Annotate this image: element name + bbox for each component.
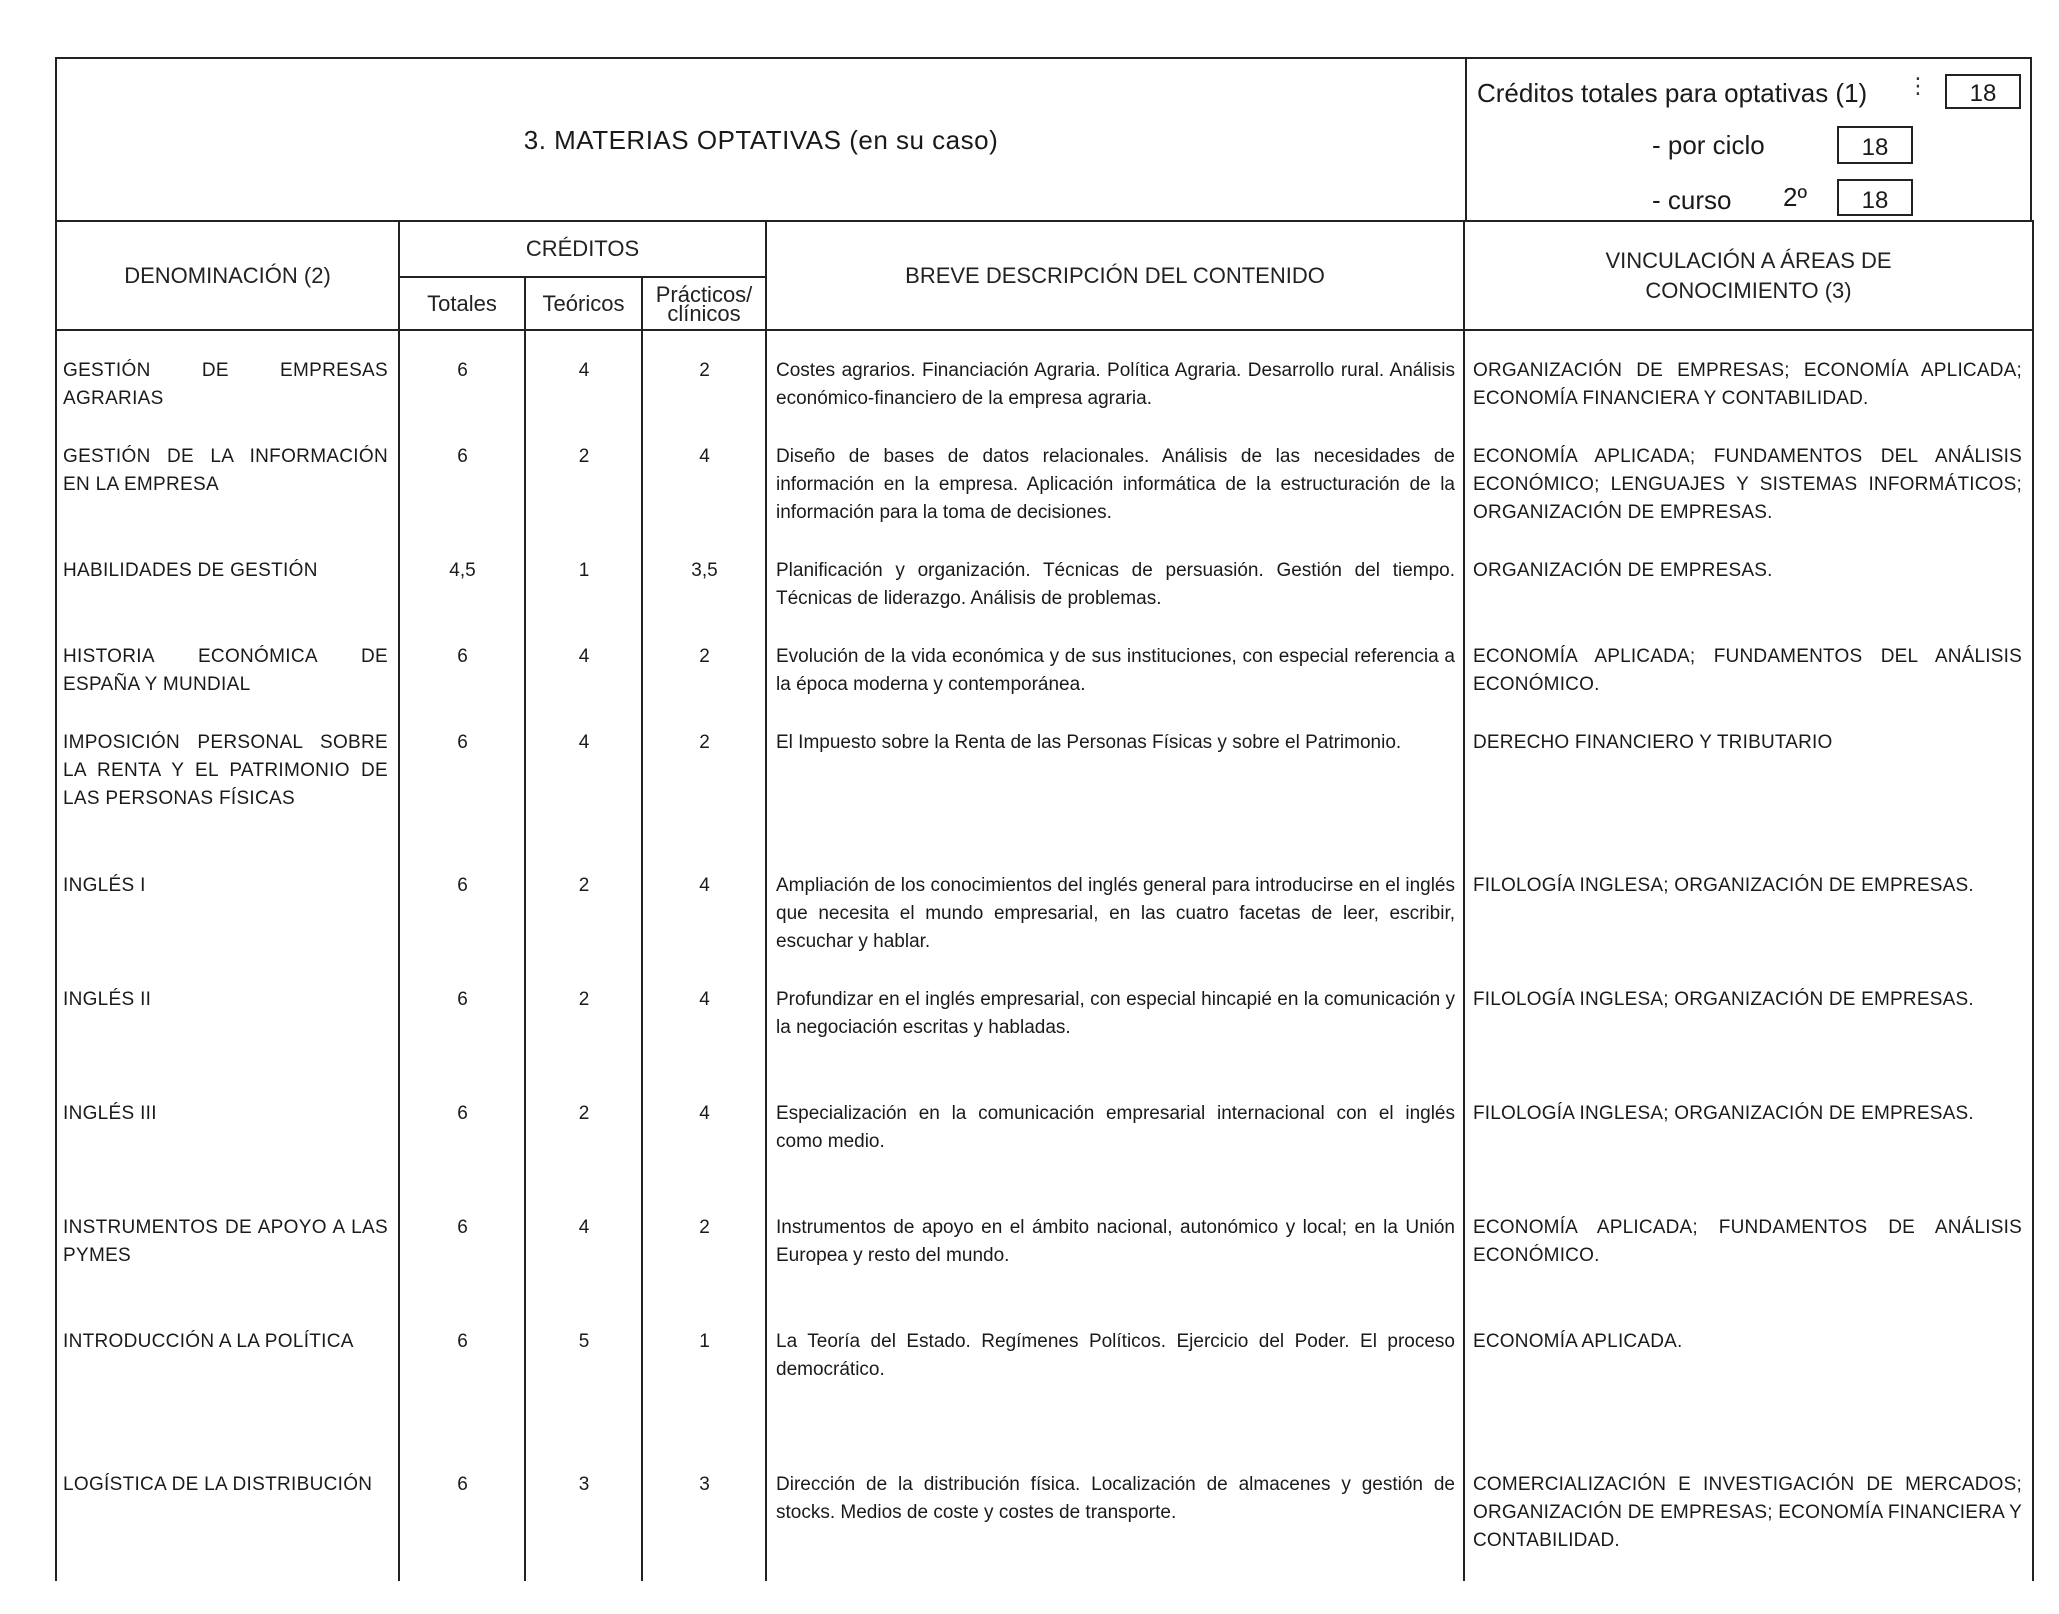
total-credits-label: Créditos totales para optativas (1) [1477, 78, 1868, 108]
dotted-separator: ⋮ [1907, 73, 1929, 98]
table-row [56, 352, 2033, 438]
subject-name: GESTIÓN DE LA INFORMACIÓN EN LA EMPRESA [56, 438, 399, 552]
subject-description: Dirección de la distribución física. Localización de almacenes y gestión de stocks. Medios de coste y costes de transporte. [766, 1466, 1464, 1581]
per-cycle-box: 18 [1837, 126, 1913, 164]
subject-name: INSTRUMENTOS DE APOYO A LAS PYMES [56, 1209, 399, 1323]
credits-theory: 4 [525, 638, 642, 724]
credits-practice: 4 [642, 438, 766, 552]
table-row [56, 1209, 2033, 1323]
credits-practice: 2 [642, 638, 766, 724]
credits-practice: 2 [642, 724, 766, 867]
table-row [56, 552, 2033, 638]
course-number: 2º [1783, 182, 1807, 212]
header-descripcion: BREVE DESCRIPCIÓN DEL CONTENIDO [766, 221, 1464, 330]
credits-practice: 4 [642, 1095, 766, 1209]
subject-name: INGLÉS II [56, 981, 399, 1095]
credits-total: 6 [399, 438, 525, 552]
subject-description: El Impuesto sobre la Renta de las Personas Físicas y sobre el Patrimonio. [766, 724, 1464, 867]
subjects-table [55, 220, 2034, 1581]
subject-description: Ampliación de los conocimientos del inglés general para introducirse en el inglés que necesita el mundo empresarial, en las cuatro facetas de leer, escribir, escuchar y hablar. [766, 867, 1464, 981]
header-teoricos: Teóricos [525, 277, 642, 330]
credits-theory: 4 [525, 1209, 642, 1323]
credits-theory: 4 [525, 352, 642, 438]
credits-practice: 4 [642, 981, 766, 1095]
subject-name: INGLÉS III [56, 1095, 399, 1209]
credits-theory: 2 [525, 867, 642, 981]
course-box: 18 [1837, 179, 1913, 216]
credits-theory: 2 [525, 981, 642, 1095]
header-totales: Totales [399, 277, 525, 330]
knowledge-areas: FILOLOGÍA INGLESA; ORGANIZACIÓN DE EMPRESAS. [1464, 1095, 2033, 1209]
credits-total: 6 [399, 638, 525, 724]
header-creditos: CRÉDITOS [399, 221, 766, 277]
credits-total: 6 [399, 1323, 525, 1466]
table-row [56, 1323, 2033, 1466]
table-row [56, 981, 2033, 1095]
credits-practice: 2 [642, 1209, 766, 1323]
subject-name: INGLÉS I [56, 867, 399, 981]
subject-description: Instrumentos de apoyo en el ámbito nacional, autonómico y local; en la Unión Europea y resto del mundo. [766, 1209, 1464, 1323]
knowledge-areas: COMERCIALIZACIÓN E INVESTIGACIÓN DE MERCADOS; ORGANIZACIÓN DE EMPRESAS; ECONOMÍA FINANCIERA Y CONTABILIDAD. [1464, 1466, 2033, 1581]
course-label: - curso [1652, 185, 1732, 215]
table-body [56, 330, 2033, 1581]
subject-description: Evolución de la vida económica y de sus instituciones, con especial referencia a la época moderna y contemporánea. [766, 638, 1464, 724]
knowledge-areas: ORGANIZACIÓN DE EMPRESAS; ECONOMÍA APLICADA; ECONOMÍA FINANCIERA Y CONTABILIDAD. [1464, 352, 2033, 438]
knowledge-areas: ECONOMÍA APLICADA. [1464, 1323, 2033, 1466]
knowledge-areas: ORGANIZACIÓN DE EMPRESAS. [1464, 552, 2033, 638]
credits-theory: 1 [525, 552, 642, 638]
subject-description: Profundizar en el inglés empresarial, con especial hincapié en la comunicación y la negociación escritas y habladas. [766, 981, 1464, 1095]
subject-name: HISTORIA ECONÓMICA DE ESPAÑA Y MUNDIAL [56, 638, 399, 724]
subject-description: La Teoría del Estado. Regímenes Políticos. Ejercicio del Poder. El proceso democrático. [766, 1323, 1464, 1466]
subject-description: Diseño de bases de datos relacionales. Análisis de las necesidades de información en la empresa. Aplicación informática de la estructuración de la información para la toma de decisiones. [766, 438, 1464, 552]
header-denominacion: DENOMINACIÓN (2) [56, 221, 399, 330]
credits-practice: 3,5 [642, 552, 766, 638]
header-vinculacion: VINCULACIÓN A ÁREAS DE CONOCIMIENTO (3) [1464, 221, 2033, 330]
knowledge-areas: ECONOMÍA APLICADA; FUNDAMENTOS DEL ANÁLISIS ECONÓMICO. [1464, 638, 2033, 724]
credits-practice: 4 [642, 867, 766, 981]
table-header [56, 221, 2033, 330]
table-row [56, 1466, 2033, 1581]
subject-description: Especialización en la comunicación empresarial internacional con el inglés como medio. [766, 1095, 1464, 1209]
credits-total: 6 [399, 1095, 525, 1209]
table-row [56, 724, 2033, 867]
credits-theory: 2 [525, 1095, 642, 1209]
header-practicos: Prácticos/ clínicos [642, 277, 766, 330]
subject-name: HABILIDADES DE GESTIÓN [56, 552, 399, 638]
subject-description: Costes agrarios. Financiación Agraria. Política Agraria. Desarrollo rural. Análisis económico-financiero de la empresa agraria. [766, 352, 1464, 438]
per-cycle-label: - por ciclo [1652, 130, 1765, 160]
credits-practice: 1 [642, 1323, 766, 1466]
section-title: 3. MATERIAS OPTATIVAS (en su caso) [523, 125, 999, 155]
subject-description: Planificación y organización. Técnicas de persuasión. Gestión del tiempo. Técnicas de liderazgo. Análisis de problemas. [766, 552, 1464, 638]
knowledge-areas: ECONOMÍA APLICADA; FUNDAMENTOS DEL ANÁLISIS ECONÓMICO; LENGUAJES Y SISTEMAS INFORMÁTICOS; ORGANIZACIÓN DE EMPRESAS. [1464, 438, 2033, 552]
subject-name: GESTIÓN DE EMPRESAS AGRARIAS [56, 352, 399, 438]
credits-total: 4,5 [399, 552, 525, 638]
table-row [56, 638, 2033, 724]
table-row [56, 438, 2033, 552]
subject-name: LOGÍSTICA DE LA DISTRIBUCIÓN [56, 1466, 399, 1581]
header-block [55, 57, 2032, 220]
credits-theory: 2 [525, 438, 642, 552]
credits-total: 6 [399, 724, 525, 867]
total-credits-box: 18 [1945, 74, 2021, 109]
knowledge-areas: FILOLOGÍA INGLESA; ORGANIZACIÓN DE EMPRESAS. [1464, 981, 2033, 1095]
credits-practice: 3 [642, 1466, 766, 1581]
knowledge-areas: FILOLOGÍA INGLESA; ORGANIZACIÓN DE EMPRESAS. [1464, 867, 2033, 981]
table-row [56, 867, 2033, 981]
credits-total: 6 [399, 352, 525, 438]
credits-total: 6 [399, 1209, 525, 1323]
credits-summary [1465, 59, 2032, 222]
credits-practice: 2 [642, 352, 766, 438]
credits-theory: 4 [525, 724, 642, 867]
credits-total: 6 [399, 1466, 525, 1581]
subject-name: IMPOSICIÓN PERSONAL SOBRE LA RENTA Y EL PATRIMONIO DE LAS PERSONAS FÍSICAS [56, 724, 399, 867]
credits-total: 6 [399, 981, 525, 1095]
credits-theory: 5 [525, 1323, 642, 1466]
subject-name: INTRODUCCIÓN A LA POLÍTICA [56, 1323, 399, 1466]
credits-total: 6 [399, 867, 525, 981]
table-row [56, 1095, 2033, 1209]
knowledge-areas: DERECHO FINANCIERO Y TRIBUTARIO [1464, 724, 2033, 867]
credits-theory: 3 [525, 1466, 642, 1581]
knowledge-areas: ECONOMÍA APLICADA; FUNDAMENTOS DE ANÁLISIS ECONÓMICO. [1464, 1209, 2033, 1323]
